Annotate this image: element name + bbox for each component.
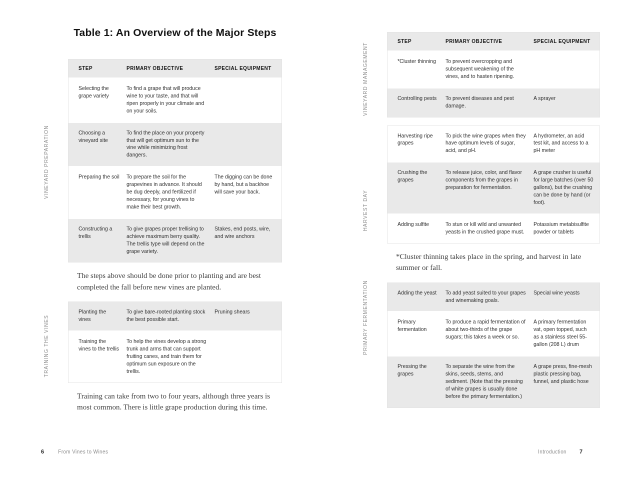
left-page-footer bbox=[41, 449, 108, 455]
table-header-row bbox=[388, 33, 600, 51]
table-row bbox=[388, 162, 600, 214]
cell-objective: To release juice, color, and flavor components from the grapes in preparation for fermentation. bbox=[445, 169, 522, 191]
cell-objective: To help the vines develop a strong trunk and arms that can support fruiting canes, and train them for optimum sun exposure on the trellis. bbox=[126, 338, 207, 375]
table-row bbox=[388, 283, 600, 311]
column-header-step: STEP bbox=[78, 66, 93, 72]
table-row bbox=[388, 311, 600, 355]
cell-objective: To add yeast suited to your grapes and winemaking goals. bbox=[445, 289, 526, 304]
cell-objective: To separate the wine from the skins, seeds, stems, and sediment. (Note that the pressing of white grapes is usually done before the primary fermentation.) bbox=[445, 363, 523, 400]
cell-equipment: Special wine yeasts bbox=[533, 289, 580, 296]
right-page-footer bbox=[538, 449, 583, 455]
column-header-objective: PRIMARY OBJECTIVE bbox=[445, 39, 503, 45]
cell-objective: To give grapes proper trellising to achieve maximum berry quality. The trellis type will depend on the grape variety. bbox=[126, 225, 205, 255]
cell-equipment bbox=[215, 85, 282, 115]
table-row bbox=[69, 331, 282, 383]
table-row bbox=[388, 51, 600, 88]
note-training-duration: Training can take from two to four years, although three years is most common. There is little grape production during this time. bbox=[77, 392, 271, 412]
right-page bbox=[387, 0, 600, 408]
table-vineyard-preparation bbox=[68, 59, 282, 263]
cell-objective: To find a grape that will produce wine to your taste, and that will ripen properly in your climate and on your soils. bbox=[126, 85, 205, 114]
sidebar-label-harvest-day: HARVEST DAY bbox=[363, 189, 369, 232]
cell-equipment: Pruning shears bbox=[214, 309, 250, 316]
cell-step: Controlling pests bbox=[397, 95, 437, 102]
cell-step: Adding sulfite bbox=[397, 221, 430, 228]
table-row bbox=[69, 78, 282, 122]
sidebar-label-vineyard-management: VINEYARD MANAGEMENT bbox=[363, 42, 369, 116]
cell-objective: To prepare the soil for the grapevines in advance. It should be dug deeply, and fertilized if necessary, for young vines to make their best growth. bbox=[126, 174, 202, 210]
table-header-row bbox=[69, 60, 282, 78]
column-header-step: STEP bbox=[397, 39, 412, 45]
cell-step: Selecting the grape variety bbox=[78, 85, 109, 99]
cell-step: Primary fermentation bbox=[397, 319, 427, 333]
table-training-the-vines bbox=[68, 302, 282, 383]
table-harvest-day bbox=[387, 125, 600, 243]
cell-objective: To stun or kill wild and unwanted yeasts in the crushed grape must. bbox=[445, 221, 525, 235]
cell-objective: To produce a rapid fermentation of about two-thirds of the grape sugars; this takes a week or so. bbox=[445, 319, 526, 341]
cell-step: Crushing the grapes bbox=[397, 169, 428, 184]
cell-step: Preparing the soil bbox=[78, 174, 120, 181]
cell-step: Choosing a vineyard site bbox=[78, 129, 108, 144]
cell-equipment bbox=[534, 58, 600, 80]
cell-equipment bbox=[215, 129, 282, 159]
table-primary-fermentation bbox=[387, 282, 600, 407]
cell-step: *Cluster thinning bbox=[397, 58, 437, 65]
cell-objective: To prevent diseases and pest damage. bbox=[445, 95, 514, 109]
column-header-equipment: SPECIAL EQUIPMENT bbox=[533, 39, 591, 45]
cell-step: Planting the vines bbox=[78, 309, 107, 323]
cell-equipment: A grape press, fine-mesh plastic pressing bag, funnel, and plastic hose bbox=[533, 363, 592, 385]
note-cluster-thinning: *Cluster thinning takes place in the spring, and harvest in late summer or fall. bbox=[396, 252, 582, 273]
table-row bbox=[388, 126, 600, 162]
sidebar-label-training-the-vines: TRAINING THE VINES bbox=[44, 314, 50, 378]
table-row bbox=[388, 213, 600, 242]
cell-step: Harvesting ripe grapes bbox=[397, 132, 433, 147]
cell-equipment: A primary fermentation vat, open topped, such as a stainless steel 55-gallon (208 L) drum bbox=[533, 319, 587, 348]
column-header-objective: PRIMARY OBJECTIVE bbox=[126, 66, 184, 72]
table-row bbox=[69, 218, 282, 262]
cell-equipment: A sprayer bbox=[533, 95, 556, 102]
book-title-footer: From Vines to Wines bbox=[58, 449, 109, 455]
table-row bbox=[69, 166, 282, 218]
sidebar-label-vineyard-preparation: VINEYARD PREPARATION bbox=[44, 125, 50, 199]
cell-equipment: The digging can be done by hand, but a backhoe will save your back. bbox=[214, 174, 273, 196]
cell-equipment: A hydrometer, an acid test kit, and access to a pH meter bbox=[533, 132, 589, 154]
cell-step: Pressing the grapes bbox=[397, 363, 427, 377]
cell-equipment: A grape crusher is useful for large batches (over 50 gallons), but the crushing can be done by hand (or foot). bbox=[533, 169, 594, 206]
table-row bbox=[69, 122, 282, 166]
cell-equipment: Potassium metabisulfite powder or tablets bbox=[533, 221, 589, 235]
chapter-label: Introduction bbox=[538, 449, 567, 455]
column-header-equipment: SPECIAL EQUIPMENT bbox=[214, 66, 272, 72]
table-row bbox=[388, 87, 600, 116]
cell-objective: To pick the wine grapes when they have optimum levels of sugar, acid, and pH. bbox=[445, 132, 526, 154]
cell-step: Constructing a trellis bbox=[78, 225, 113, 240]
cell-step: Training the vines to the trellis bbox=[78, 338, 120, 353]
cell-objective: To prevent overcropping and subsequent weakening of the vines, and to hasten ripening. bbox=[445, 58, 515, 80]
page-number: 6 bbox=[41, 449, 45, 455]
cell-step: Adding the yeast bbox=[397, 289, 437, 296]
page-number: 7 bbox=[579, 449, 583, 455]
table-row bbox=[69, 302, 282, 330]
cell-equipment: Stakes, end posts, wire, and wire anchors bbox=[214, 225, 271, 240]
cell-equipment bbox=[215, 338, 282, 375]
sidebar-label-primary-fermentation: PRIMARY FERMENTATION bbox=[363, 280, 369, 355]
cell-objective: To find the place on your property that will get optimum sun to the vine while minimizing frost dangers. bbox=[126, 129, 205, 159]
table-vineyard-management bbox=[387, 32, 600, 117]
note-planting-timing: The steps above should be done prior to planting and are best completed the fall before new vines are planted. bbox=[77, 272, 261, 292]
cell-objective: To give bare-rooted planting stock the best possible start. bbox=[126, 309, 206, 323]
page-title: Table 1: An Overview of the Major Steps bbox=[73, 27, 277, 39]
table-row bbox=[388, 356, 600, 408]
left-page bbox=[68, 0, 282, 422]
